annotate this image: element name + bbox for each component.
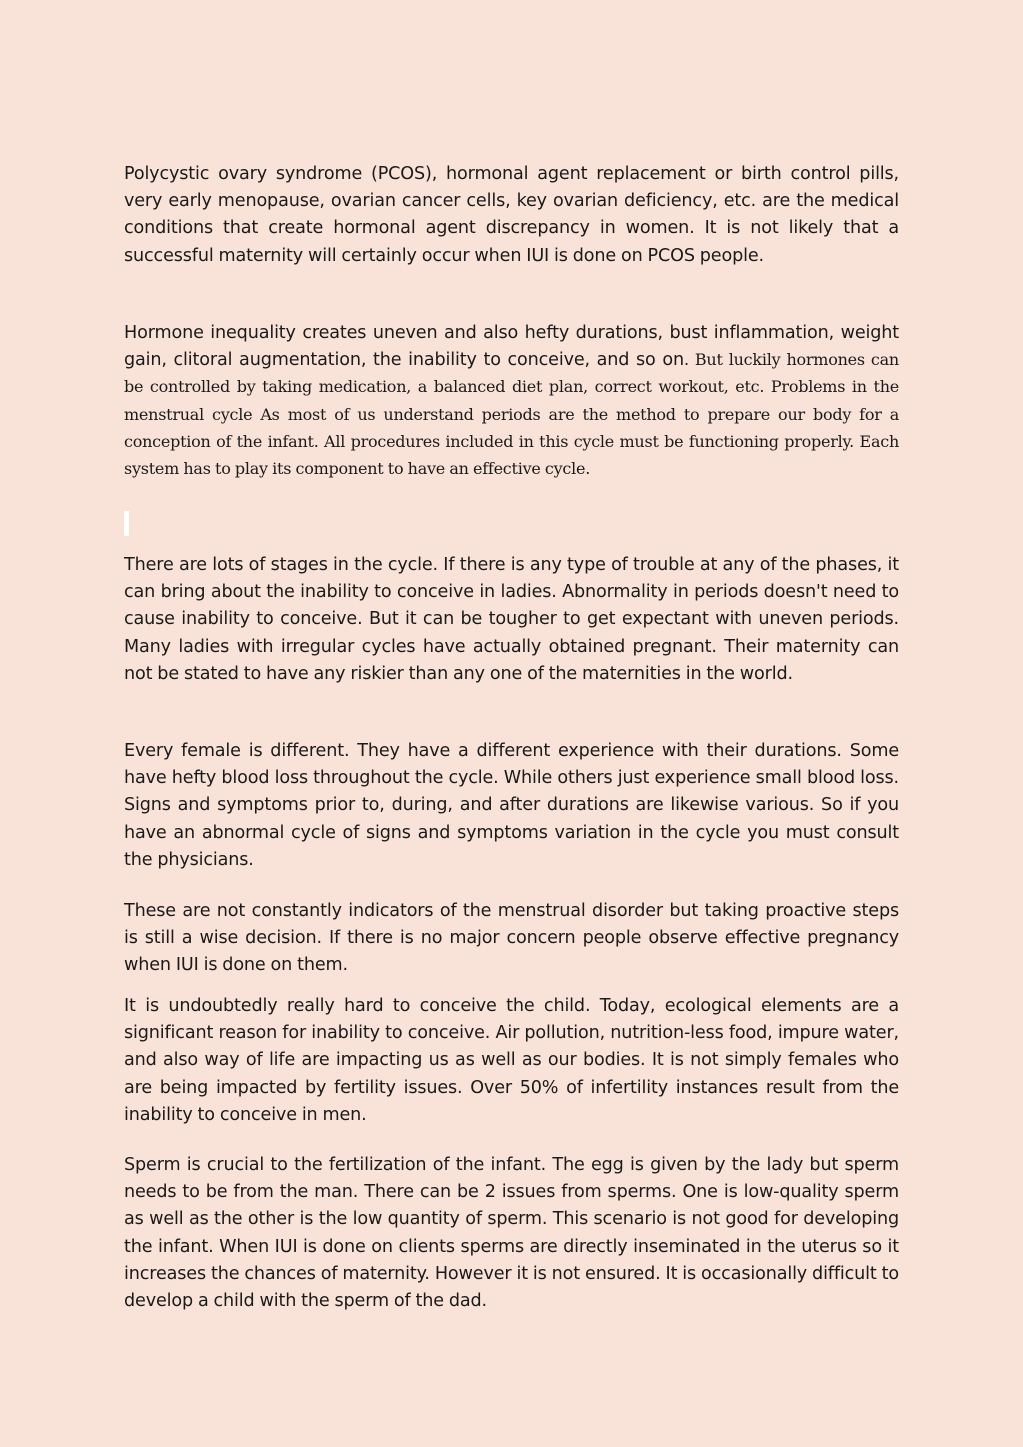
paragraph-hormone-inequality	[124, 320, 899, 483]
paragraph-pcos: Polycystic ovary syndrome (PCOS), hormonal agent replacement or birth control pills, very early menopause, ovarian cancer cells, key ovarian deficiency, etc. are the medical conditions that create hormonal agent discrepancy in women. It is not likely that a successful maternity will certainly occur when IUI is done on PCOS people.	[124, 164, 899, 266]
paragraph-hormone-inequality-serif: . But luckily hormones can be controlled by taking medication, a balanced diet plan, correct workout, etc. Problems in the menstrual cycle As most of us understand periods are the method to prepare our body for a conception of the infant. All procedures included in this cycle must be functioning properly. Each system has to play its component to have an effective cycle.	[124, 350, 899, 479]
paragraph-hard-to-conceive: It is undoubtedly really hard to conceive the child. Today, ecological elements are a significant reason for inability to conceive. Air pollution, nutrition-less food, impure water, and also way of life are impacting us as well as our bodies. It is not simply females who are being impacted by fertility issues. Over 50% of infertility instances result from the inability to conceive in men.	[124, 996, 899, 1125]
text-cursor-marker	[124, 511, 129, 536]
paragraph-cycle-stages: There are lots of stages in the cycle. If there is any type of trouble at any of the phases, it can bring about the inability to conceive in ladies. Abnormality in periods doesn't need to cause inability to conceive. But it can be tougher to get expectant with uneven periods. Many ladies with irregular cycles have actually obtained pregnant. Their maternity can not be stated to have any riskier than any one of the maternities in the world.	[124, 555, 899, 684]
paragraph-indicators: These are not constantly indicators of the menstrual disorder but taking proactive steps is still a wise decision. If there is no major concern people observe effective pregnancy when IUI is done on them.	[124, 901, 899, 976]
paragraph-every-female: Every female is different. They have a different experience with their durations. Some have hefty blood loss throughout the cycle. While others just experience small blood loss. Signs and symptoms prior to, during, and after durations are likewise various. So if you have an abnormal cycle of signs and symptoms variation in the cycle you must consult the physicians.	[124, 741, 899, 870]
paragraph-hormone-inequality-sans: Hormone inequality creates uneven and also hefty durations, bust inflammation, weight gain, clitoral augmentation, the inability to conceive, and so on	[124, 323, 899, 371]
paragraph-sperm: Sperm is crucial to the fertilization of the infant. The egg is given by the lady but sperm needs to be from the man. There can be 2 issues from sperms. One is low-quality sperm as well as the other is the low quantity of sperm. This scenario is not good for developing the infant. When IUI is done on clients sperms are directly inseminated in the uterus so it increases the chances of maternity. However it is not ensured. It is occasionally difficult to develop a child with the sperm of the dad.	[124, 1155, 899, 1312]
